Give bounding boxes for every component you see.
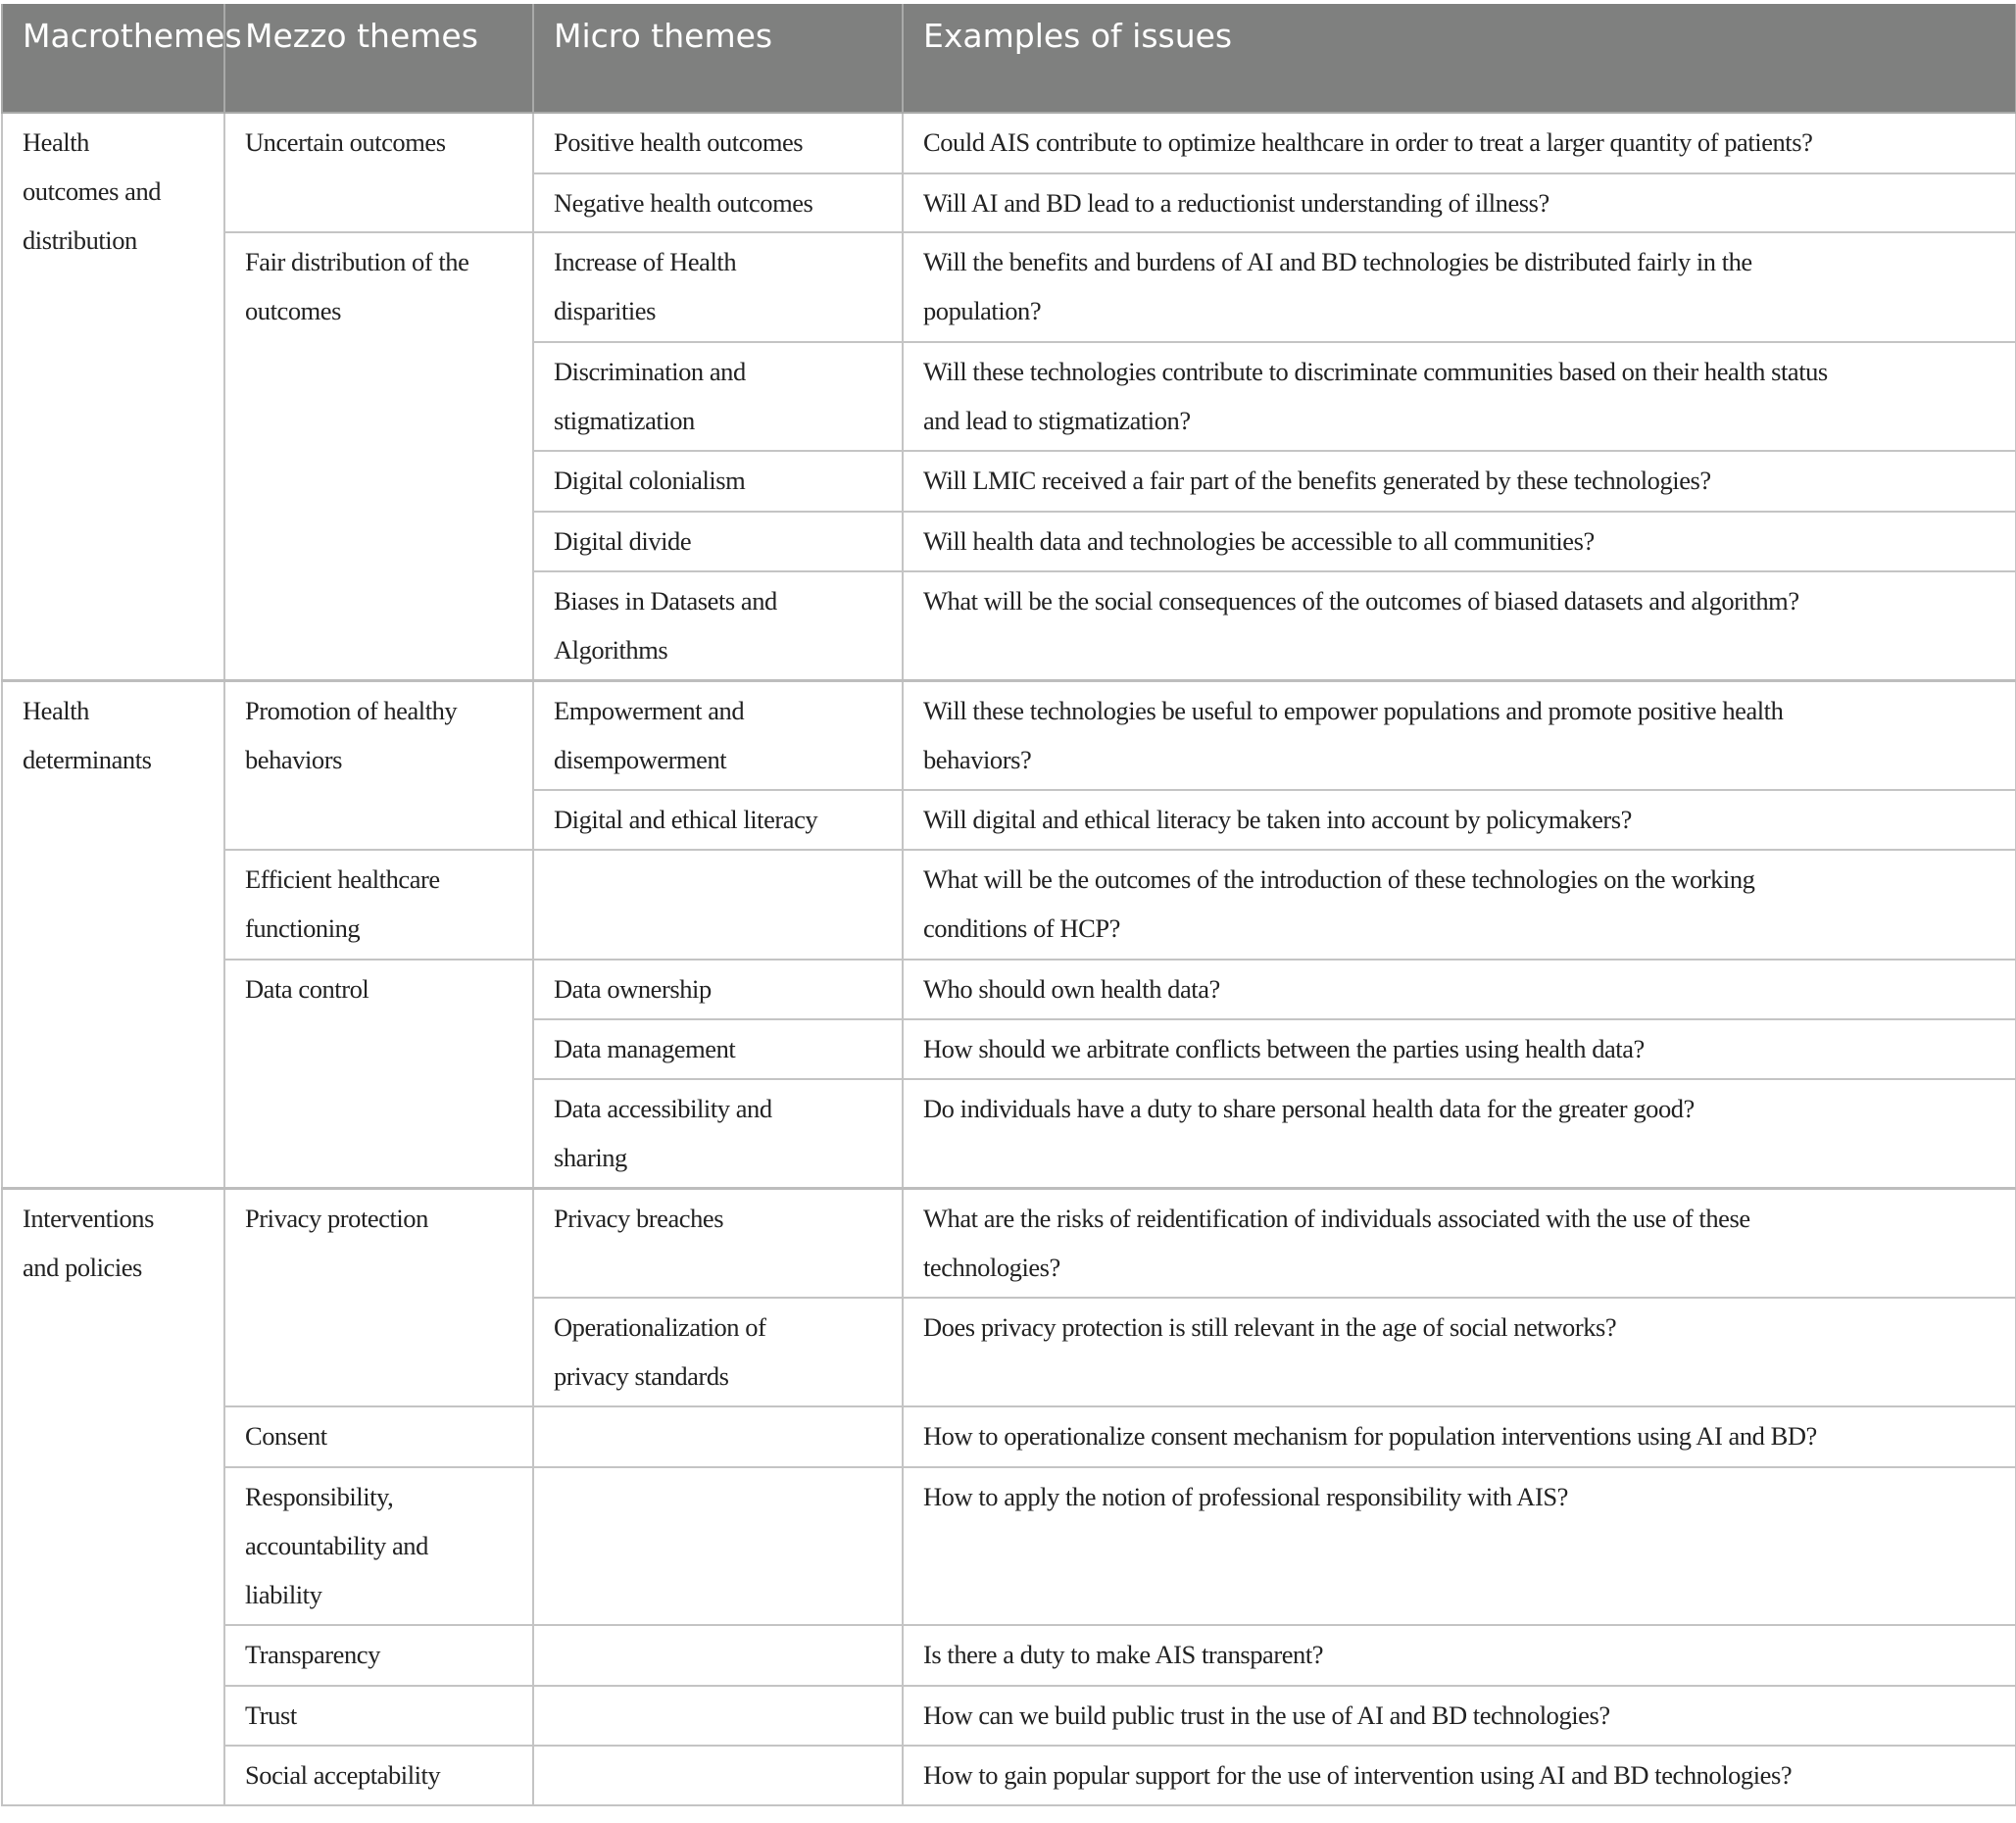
micro-theme-cell xyxy=(533,232,903,342)
micro-theme-cell xyxy=(533,790,903,850)
example-issue-cell xyxy=(903,1625,2016,1686)
text-line: Data ownership xyxy=(554,974,712,1004)
text-line: Will the benefits and burdens of AI and BD technologies be distributed fairly in the xyxy=(923,247,1752,276)
example-issue-cell xyxy=(903,1467,2016,1625)
table-row xyxy=(2,113,2016,173)
text-line: Privacy protection xyxy=(245,1203,428,1233)
text-line: Mezzo themes xyxy=(245,17,478,55)
example-issue-cell xyxy=(903,850,2016,960)
table-row xyxy=(2,232,2016,342)
text-line: and policies xyxy=(23,1252,142,1282)
text-line: disparities xyxy=(554,296,656,325)
micro-theme-cell xyxy=(533,1188,903,1298)
text-line: Responsibility, xyxy=(245,1482,394,1511)
text-line: Does privacy protection is still relevant in the age of social networks? xyxy=(923,1312,1617,1342)
text-line: Data accessibility and xyxy=(554,1094,772,1123)
mezzo-theme-cell xyxy=(224,850,533,960)
micro-theme-cell xyxy=(533,512,903,571)
text-line: Will AI and BD lead to a reductionist understanding of illness? xyxy=(923,188,1549,218)
text-line: Efficient healthcare xyxy=(245,864,440,894)
mezzo-theme-cell xyxy=(224,1467,533,1625)
text-line: Positive health outcomes xyxy=(554,127,804,157)
micro-theme-cell xyxy=(533,1746,903,1805)
micro-theme-cell xyxy=(533,1467,903,1625)
micro-theme-cell xyxy=(533,113,903,173)
text-line: Health xyxy=(23,695,89,725)
text-line: Consent xyxy=(245,1421,327,1451)
table-row xyxy=(2,960,2016,1019)
text-line: Digital divide xyxy=(554,526,692,556)
text-line: What will be the social consequences of the outcomes of biased datasets and algorithm? xyxy=(923,586,1799,616)
example-issue-cell xyxy=(903,1298,2016,1406)
example-issue-cell xyxy=(903,512,2016,571)
text-line: sharing xyxy=(554,1143,627,1172)
text-line: Digital and ethical literacy xyxy=(554,805,818,834)
mezzo-theme-cell xyxy=(224,1406,533,1467)
text-line: What are the risks of reidentification of individuals associated with the use of these xyxy=(923,1203,1750,1233)
text-line: Will these technologies be useful to empower populations and promote positive health xyxy=(923,695,1784,725)
text-line: Data management xyxy=(554,1034,736,1063)
text-line: outcomes xyxy=(245,296,341,325)
example-issue-cell xyxy=(903,960,2016,1019)
micro-theme-cell xyxy=(533,571,903,680)
text-line: How to gain popular support for the use of intervention using AI and BD technologies? xyxy=(923,1760,1793,1790)
header-examples-of-issues xyxy=(903,4,2016,113)
text-line: Algorithms xyxy=(554,635,668,665)
table-row xyxy=(2,680,2016,790)
mezzo-theme-cell xyxy=(224,113,533,232)
example-issue-cell xyxy=(903,451,2016,512)
text-line: Will digital and ethical literacy be taken into account by policymakers? xyxy=(923,805,1632,834)
header-macro-themes xyxy=(2,4,242,113)
example-issue-cell xyxy=(903,790,2016,850)
text-line: Data control xyxy=(245,974,369,1004)
text-line: Biases in Datasets and xyxy=(554,586,777,616)
table-row xyxy=(2,850,2016,960)
text-line: Promotion of healthy xyxy=(245,695,458,725)
text-line: What will be the outcomes of the introduction of these technologies on the working xyxy=(923,864,1755,894)
mezzo-theme-cell xyxy=(224,232,533,680)
text-line: Uncertain outcomes xyxy=(245,127,446,157)
mezzo-theme-cell xyxy=(224,1686,533,1746)
text-line: Negative health outcomes xyxy=(554,188,813,218)
text-line: Is there a duty to make AIS transparent? xyxy=(923,1640,1324,1669)
text-line: How to apply the notion of professional responsibility with AIS? xyxy=(923,1482,1568,1511)
text-line: Interventions xyxy=(23,1203,154,1233)
text-line: Will these technologies contribute to discriminate communities based on their health status xyxy=(923,357,1828,386)
example-issue-cell xyxy=(903,1686,2016,1746)
table-row xyxy=(2,1746,2016,1805)
header-micro-themes xyxy=(533,4,903,113)
header-mezzo-themes xyxy=(224,4,533,113)
text-line: disempowerment xyxy=(554,744,727,774)
text-line: Digital colonialism xyxy=(554,466,746,495)
text-line: Social acceptability xyxy=(245,1760,441,1790)
text-line: conditions of HCP? xyxy=(923,913,1120,943)
micro-theme-cell xyxy=(533,1298,903,1406)
text-line: Fair distribution of the xyxy=(245,247,469,276)
example-issue-cell xyxy=(903,1746,2016,1805)
text-line: Macro xyxy=(23,17,121,55)
mezzo-theme-cell xyxy=(224,1188,533,1406)
text-line: Micro themes xyxy=(554,17,773,55)
example-issue-cell xyxy=(903,1188,2016,1298)
example-issue-cell xyxy=(903,680,2016,790)
example-issue-cell xyxy=(903,173,2016,232)
text-line: Operationalization of xyxy=(554,1312,766,1342)
text-line: Health xyxy=(23,127,89,157)
text-line: Trust xyxy=(245,1700,297,1730)
micro-theme-cell xyxy=(533,850,903,960)
micro-theme-cell xyxy=(533,1406,903,1467)
text-line: privacy standards xyxy=(554,1361,729,1391)
table-row xyxy=(2,1188,2016,1298)
example-issue-cell xyxy=(903,1406,2016,1467)
macro-theme-cell xyxy=(2,680,224,1188)
example-issue-cell xyxy=(903,232,2016,342)
macro-theme-cell xyxy=(2,1188,224,1805)
text-line: Empowerment and xyxy=(554,695,745,725)
mezzo-theme-cell xyxy=(224,960,533,1188)
example-issue-cell xyxy=(903,113,2016,173)
text-line: Examples of issues xyxy=(923,17,1233,55)
table-header xyxy=(2,4,2016,113)
text-line: How can we build public trust in the use of AI and BD technologies? xyxy=(923,1700,1610,1730)
text-line: Increase of Health xyxy=(554,247,737,276)
example-issue-cell xyxy=(903,1079,2016,1188)
themes-table xyxy=(1,4,2016,1806)
text-line: accountability and xyxy=(245,1531,428,1560)
text-line: behaviors? xyxy=(923,744,1032,774)
mezzo-theme-cell xyxy=(224,1746,533,1805)
text-line: Discrimination and xyxy=(554,357,746,386)
micro-theme-cell xyxy=(533,1686,903,1746)
text-line: behaviors xyxy=(245,744,342,774)
table-row xyxy=(2,1406,2016,1467)
text-line: Do individuals have a duty to share personal health data for the greater good? xyxy=(923,1094,1695,1123)
text-line: functioning xyxy=(245,913,361,943)
text-line: and lead to stigmatization? xyxy=(923,406,1191,435)
table-row xyxy=(2,1686,2016,1746)
micro-theme-cell xyxy=(533,451,903,512)
micro-theme-cell xyxy=(533,1625,903,1686)
example-issue-cell xyxy=(903,1019,2016,1079)
header-row xyxy=(2,4,2016,113)
text-line: Who should own health data? xyxy=(923,974,1220,1004)
text-line: technologies? xyxy=(923,1252,1060,1282)
table-body xyxy=(2,113,2016,1805)
micro-theme-cell xyxy=(533,680,903,790)
example-issue-cell xyxy=(903,342,2016,451)
macro-theme-cell xyxy=(2,113,224,680)
text-line: outcomes and xyxy=(23,176,162,206)
text-line: distribution xyxy=(23,225,137,255)
text-line: Transparency xyxy=(245,1640,380,1669)
text-line: stigmatization xyxy=(554,406,695,435)
table-row xyxy=(2,1625,2016,1686)
micro-theme-cell xyxy=(533,342,903,451)
text-line: themes xyxy=(120,17,242,55)
mezzo-theme-cell xyxy=(224,680,533,850)
example-issue-cell xyxy=(903,571,2016,680)
mezzo-theme-cell xyxy=(224,1625,533,1686)
text-line: How should we arbitrate conflicts between the parties using health data? xyxy=(923,1034,1645,1063)
text-line: determinants xyxy=(23,744,152,774)
micro-theme-cell xyxy=(533,173,903,232)
text-line: population? xyxy=(923,296,1042,325)
text-line: Will LMIC received a fair part of the benefits generated by these technologies? xyxy=(923,466,1711,495)
micro-theme-cell xyxy=(533,1019,903,1079)
micro-theme-cell xyxy=(533,960,903,1019)
micro-theme-cell xyxy=(533,1079,903,1188)
text-line: How to operationalize consent mechanism for population interventions using AI and BD? xyxy=(923,1421,1817,1451)
table-row xyxy=(2,1467,2016,1625)
text-line: liability xyxy=(245,1580,322,1609)
text-line: Privacy breaches xyxy=(554,1203,724,1233)
text-line: Will health data and technologies be accessible to all communities? xyxy=(923,526,1595,556)
text-line: Could AIS contribute to optimize healthcare in order to treat a larger quantity of patients? xyxy=(923,127,1813,157)
